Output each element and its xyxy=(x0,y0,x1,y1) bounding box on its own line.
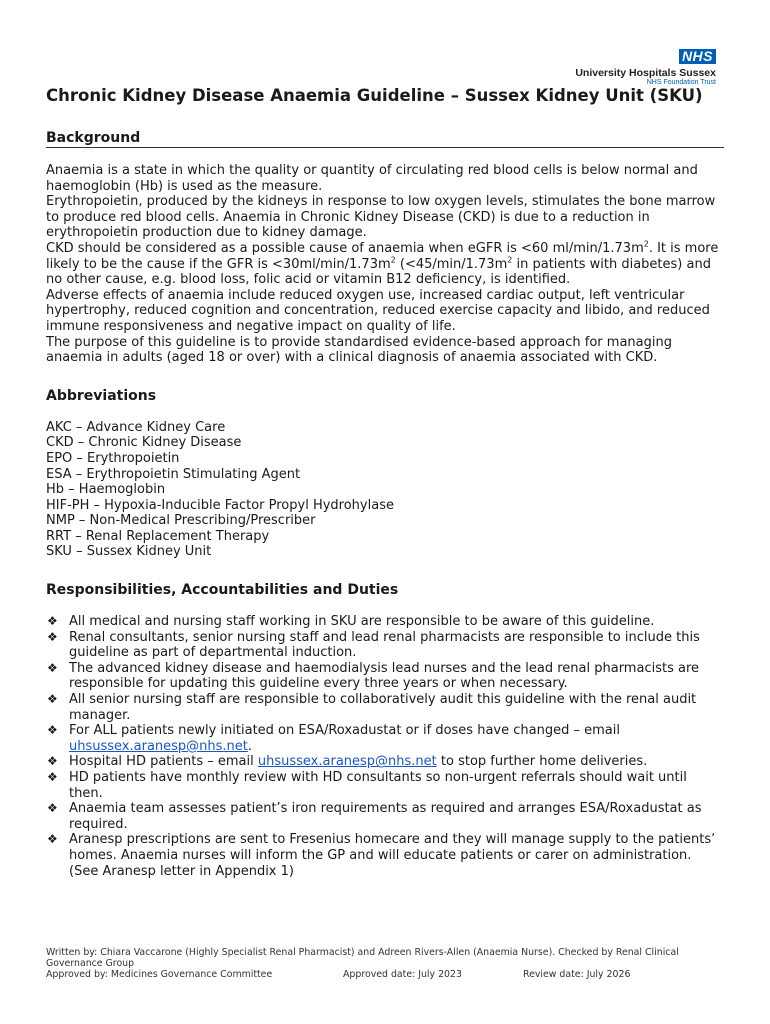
duty-item: ❖ All senior nursing staff are responsible to collaboratively audit this guideline with the renal audit manager. xyxy=(47,692,697,723)
list-item: HIF-PH – Hypoxia-Inducible Factor Propyl Hydrohylase xyxy=(46,497,394,513)
page-title: Chronic Kidney Disease Anaemia Guideline – Sussex Kidney Unit (SKU) xyxy=(46,86,703,105)
duty-item: ❖ The advanced kidney disease and haemodialysis lead nurses and the lead renal pharmacists are responsible for updating this guideline every three years or when necessary. xyxy=(47,660,699,692)
organisation-name: University Hospitals Sussex xyxy=(575,67,716,79)
diamond-bullet-icon: ❖ xyxy=(47,801,58,816)
abbreviations-list xyxy=(46,420,724,560)
organisation-subtitle: NHS Foundation Trust xyxy=(646,79,716,86)
duties-list xyxy=(46,614,724,879)
list-item: AKC – Advance Kidney Care xyxy=(46,419,226,435)
diamond-bullet-icon: ❖ xyxy=(47,614,58,629)
footer-approved-by: Approved by: Medicines Governance Committee xyxy=(46,969,273,980)
diamond-bullet-icon: ❖ xyxy=(47,770,58,784)
list-item: NMP – Non-Medical Prescribing/Prescriber xyxy=(46,513,316,529)
background-paragraph-5: The purpose of this guideline is to provide standardised evidence-based approach for managing anaemia in adults (aged 18 or over) with a clinical diagnosis of anaemia associated with CKD. xyxy=(46,334,672,366)
diamond-bullet-icon: ❖ xyxy=(47,832,58,847)
list-item: RRT – Renal Replacement Therapy xyxy=(46,528,270,544)
background-paragraph-4: Adverse effects of anaemia include reduced oxygen use, increased cardiac output, left ventricular hypertrophy, reduced cognition and concentration, reduced exercise capacity and libido, and reduced immune responsiveness and negative impact on quality of life. xyxy=(46,287,710,334)
duty-item: ❖ Anaemia team assesses patient’s iron requirements as required and arranges ESA/Roxadustat as required. xyxy=(47,801,702,832)
background-paragraph-3: CKD should be considered as a possible cause of anaemia when eGFR is <60 $ml/\min/1.73m^2$. It is more likely to be the cause if the GFR is $<30ml/\min/1.73m^2$ ($<45/\min/1.73m^2$ in patients with diabetes) and no other cause, e.g. blood loss, folic acid or vitamin B12 deficiency, is identified. xyxy=(46,239,719,288)
duty-item: ❖ All medical and nursing staff working in SKU are responsible to be aware of this guideline. xyxy=(47,614,655,630)
nhs-logo-mark: NHS xyxy=(679,49,716,64)
email-link[interactable]: uhsussex.aranesp@nhs.net xyxy=(69,738,248,754)
footer-written-by: Written by: Chiara Vaccarone (Highly Specialist Renal Pharmacist) and Adreen Rivers-Allen (Anaemia Nurse). Checked by Renal Clinical Governance Group xyxy=(46,947,679,969)
background-heading: Background xyxy=(46,130,724,148)
duty-item: ❖ For ALL patients newly initiated on ESA/Roxadustat or if doses have changed – email uhsussex.aranesp@nhs.net. xyxy=(47,723,620,754)
list-item: ESA – Erythropoietin Stimulating Agent xyxy=(46,466,301,482)
nhs-logo xyxy=(575,46,716,87)
background-paragraph-1: Anaemia is a state in which the quality or quantity of circulating red blood cells is below normal and haemoglobin (Hb) is used as the measure. xyxy=(46,163,698,194)
footer-approved-date: Approved date: July 2023 xyxy=(343,969,462,980)
list-item: CKD – Chronic Kidney Disease xyxy=(46,435,242,451)
duty-item: ❖ Renal consultants, senior nursing staff and lead renal pharmacists are responsible to include this guideline as part of departmental induction. xyxy=(47,629,700,661)
background-section xyxy=(46,163,724,366)
list-item: EPO – Erythropoietin xyxy=(46,450,180,466)
list-item: Hb – Haemoglobin xyxy=(46,482,166,498)
page-footer xyxy=(46,947,724,980)
document-body xyxy=(46,86,724,879)
diamond-bullet-icon: ❖ xyxy=(47,723,58,738)
duty-item: ❖ HD patients have monthly review with HD consultants so non-urgent referrals should wait until then. xyxy=(47,770,687,801)
footer-approval-row xyxy=(46,969,724,980)
duty-item: ❖ Hospital HD patients – email uhsussex.aranesp@nhs.net to stop further home deliveries. xyxy=(47,754,648,770)
background-paragraph-2: Erythropoietin, produced by the kidneys in response to low oxygen levels, stimulates the bone marrow to produce red blood cells. Anaemia in Chronic Kidney Disease (CKD) is due to a reduction in erythropoietin production due to kidney damage. xyxy=(46,194,716,241)
duties-heading: Responsibilities, Accountabilities and Duties xyxy=(46,582,399,599)
list-item: SKU – Sussex Kidney Unit xyxy=(46,544,212,560)
diamond-bullet-icon: ❖ xyxy=(47,660,58,675)
email-link[interactable]: uhsussex.aranesp@nhs.net xyxy=(257,754,437,770)
abbreviations-heading: Abbreviations xyxy=(46,387,157,404)
diamond-bullet-icon: ❖ xyxy=(47,692,58,707)
diamond-bullet-icon: ❖ xyxy=(47,629,58,644)
footer-review-date: Review date: July 2026 xyxy=(523,969,631,980)
duty-item: ❖ Aranesp prescriptions are sent to Fresenius homecare and they will manage supply to the patients’ homes. Anaemia nurses will inform the GP and will educate patients or carer on administration. (See Aranesp letter in Appendix 1) xyxy=(47,832,716,879)
diamond-bullet-icon: ❖ xyxy=(47,754,58,769)
